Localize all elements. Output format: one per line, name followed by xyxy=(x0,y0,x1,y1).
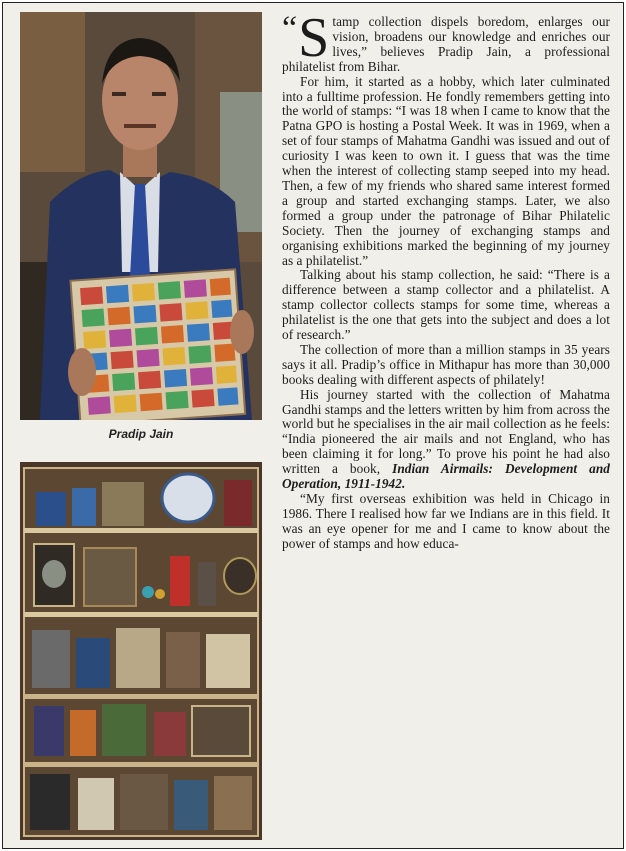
article-paragraph-5 xyxy=(282,388,610,492)
lead-text: tamp collection dispels boredom, enlarges our vision, broadens our knowledge and enriches our lives,” believes Pradip Jain, a professional philatelist from Bihar. xyxy=(282,14,610,74)
photo-caption: Pradip Jain xyxy=(108,427,174,441)
article-paragraph-6: “My first overseas exhibition was held in Chicago in 1986. There I realised how far we Indians are in this field. It was an eye opener for me and I came to know about the power of stamps and how educa- xyxy=(282,491,610,551)
portrait-photo-image xyxy=(20,12,262,420)
article-paragraph-2: For him, it started as a hobby, which later culminated into a fulltime profession. He fondly remembers getting into the world of stamps: “I was 18 when I came to know that the Patna GPO is hosting a Postal Week. It was in 1969, when a set of four stamps of Mahatma Gandhi was issued and out of curiosity I was keen to own it. I guess that was the time when the interest of collecting stamp seeped into my head. Then, a few of my friends who shared same interest formed a group and started exchanging stamps. Later, we also formed a group under the patronage of Bihar Philatelic Society. Then the journey of exchanging stamps and organising exhibitions marked the beginning of my journey as a philatelist.” xyxy=(282,73,610,268)
book-title: Indian Airmails: Development and Operation, 1911-1942. xyxy=(282,461,610,492)
article-body xyxy=(282,7,610,552)
article-lead-paragraph xyxy=(282,7,610,75)
article-paragraph-4: The collection of more than a million stamps in 35 years says it all. Pradip’s office in Mithapur has more than 30,000 books dealing with different aspects of philately! xyxy=(282,341,610,387)
drop-cap: S xyxy=(298,7,330,69)
paragraph-5-text: His journey started with the collection of Mahatma Gandhi stamps and the letters written by him from across the world but he specialises in the air mail collection as he feels: “India pioneered the air mails and not England, who has been claiming it for long.” To prove his point he had also written a book, xyxy=(282,386,610,477)
collection-showcase-image xyxy=(20,462,262,840)
collection-showcase-photo xyxy=(20,462,262,840)
portrait-photo xyxy=(20,12,262,420)
article-paragraph-3: Talking about his stamp collection, he said: “There is a difference between a stamp collector and a philatelist. A stamp collector collects stamps for some time, whereas a philatelist is the one that gets into the subject and does a lot of research.” xyxy=(282,267,610,343)
newspaper-clipping xyxy=(2,2,624,849)
opening-quote-mark: “ xyxy=(282,10,298,47)
